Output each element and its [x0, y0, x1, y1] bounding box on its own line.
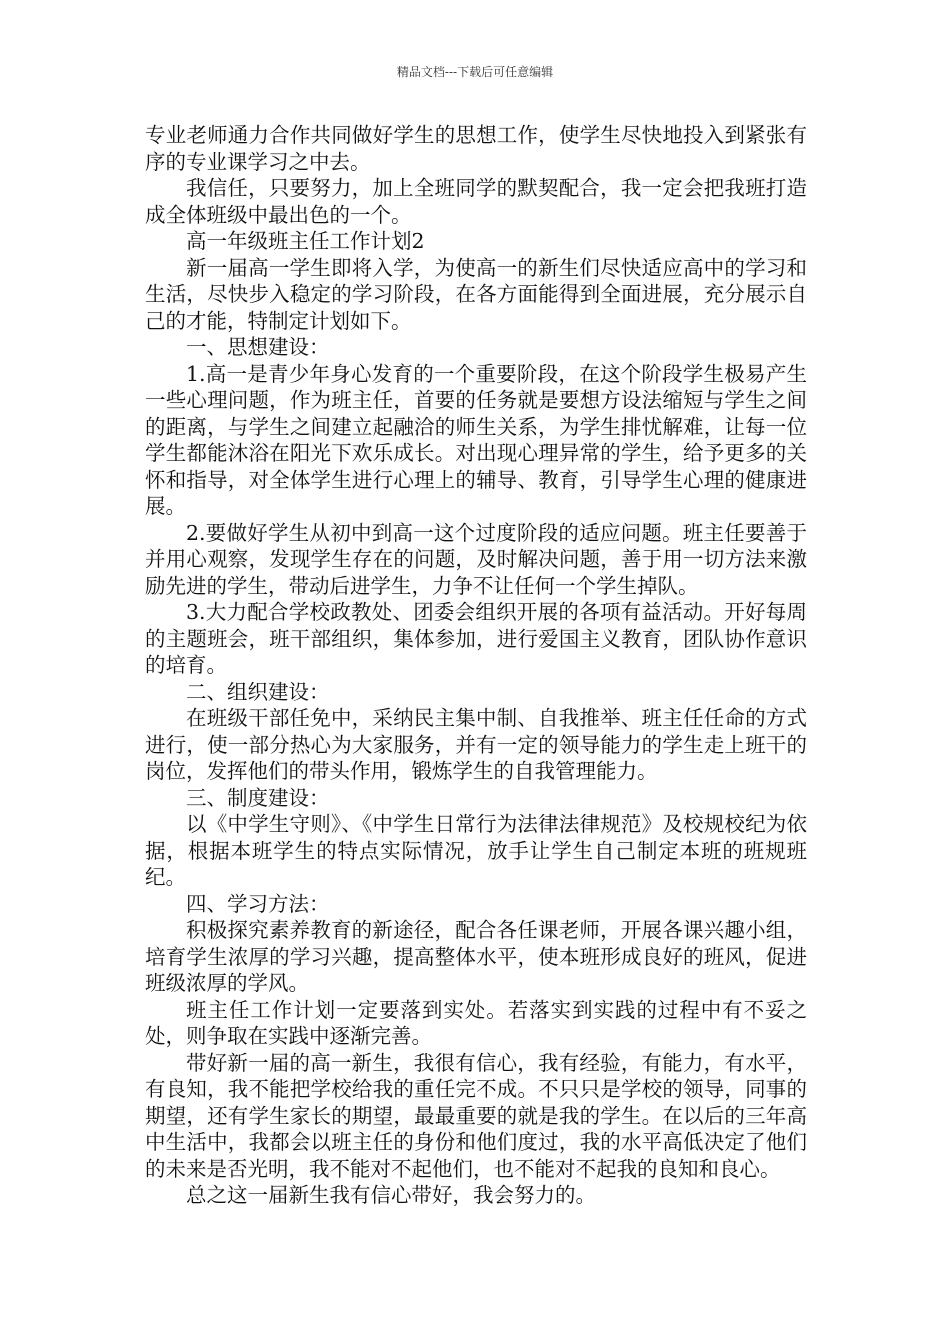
page-header: 精品文档---下载后可任意编辑: [396, 65, 554, 79]
paragraph: 积极探究素养教育的新途径，配合各任课老师，开展各课兴趣小组，培育学生浓厚的学习兴趣，提高整体水平，使本班形成良好的班风，促进班级浓厚的学风。: [145, 918, 807, 995]
paragraph: 2.要做好学生从初中到高一这个过度阶段的适应问题。班主任要善于并用心观察，发现学生存在的问题，及时解决问题，善于用一切方法来激励先进的学生，带动后进学生，力争不让任何一个学生掉队。: [145, 520, 807, 598]
paragraph: 专业老师通力合作共同做好学生的思想工作，使学生尽快地投入到紧张有序的专业课学习之中去。: [145, 123, 807, 174]
paragraph: 在班级干部任免中，采纳民主集中制、自我推举、班主任任命的方式进行，使一部分热心为大家服务，并有一定的领导能力的学生走上班干的岗位，发挥他们的带头作用，锻炼学生的自我管理能力。: [145, 706, 807, 783]
paragraph: 班主任工作计划一定要落到实处。若落实到实践的过程中有不妥之处，则争取在实践中逐渐完善。: [145, 997, 807, 1048]
section-heading: 二、组织建设：: [186, 679, 330, 704]
paragraph: 我信任，只要努力，加上全班同学的默契配合，我一定会把我班打造成全体班级中最出色的一个。: [145, 176, 807, 227]
paragraph: 总之这一届新生我有信心带好，我会努力的。: [186, 1183, 596, 1207]
paragraph: 新一届高一学生即将入学，为使高一的新生们尽快适应高中的学习和生活，尽快步入稳定的学习阶段，在各方面能得到全面进展，充分展示自己的才能，特制定计划如下。: [145, 255, 807, 333]
section-heading: 四、学习方法：: [186, 891, 330, 916]
paragraph: 以《中学生守则》、《中学生日常行为法律法律规范》及校规校纪为依据，根据本班学生的特点实际情况，放手让学生自己制定本班的班规班纪。: [145, 812, 807, 889]
paragraph: 3.大力配合学校政教处、团委会组织开展的各项有益活动。开好每周的主题班会，班干部组织，集体参加，进行爱国主义教育，团队协作意识的培育。: [145, 600, 807, 677]
section-title: 高一年级班主任工作计划2: [186, 229, 425, 253]
paragraph: 带好新一届的高一新生，我很有信心，我有经验，有能力，有水平，有良知，我不能把学校给我的重任完不成。不只只是学校的领导，同事的期望，还有学生家长的期望，最最重要的就是我的学生。在以后的三年高中生活中，我都会以班主任的身份和他们度过，我的水平高低决定了他们的未来是否光明，我不能对不起他们，也不能对不起我的良知和良心。: [145, 1050, 807, 1181]
paragraph: 1.高一是青少年身心发育的一个重要阶段，在这个阶段学生极易产生一些心理问题，作为班主任，首要的任务就是要想方设法缩短与学生之间的距离，与学生之间建立起融洽的师生关系，为学生排忧解难，让每一位学生都能沐浴在阳光下欢乐成长。对出现心理异常的学生，给予更多的关怀和指导，对全体学生进行心理上的辅导、教育，引导学生心理的健康进展。: [145, 361, 807, 518]
document-body: [145, 122, 807, 1209]
section-heading: 三、制度建设：: [186, 785, 330, 810]
section-heading: 一、思想建设：: [186, 335, 330, 359]
